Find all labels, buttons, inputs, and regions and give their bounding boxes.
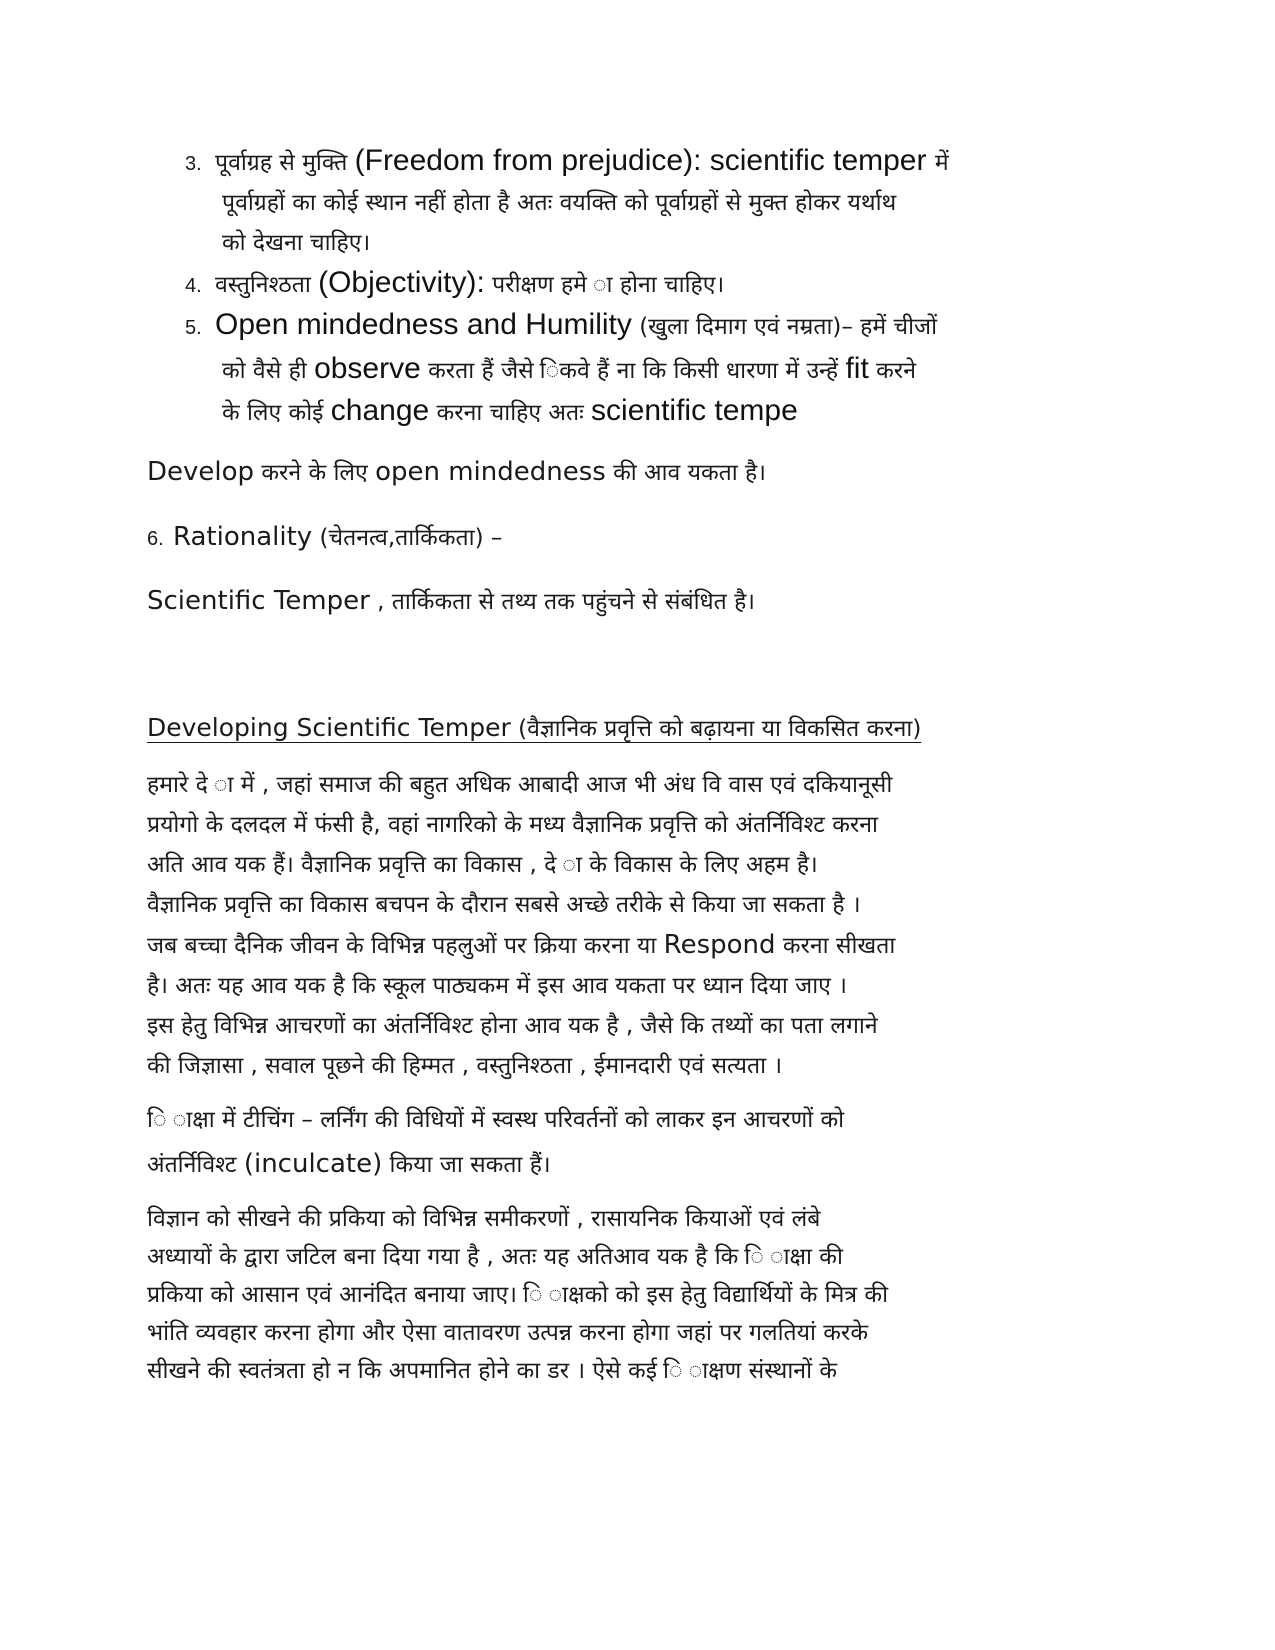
item4-hindi-text: परीक्षण हमे ा होना चाहिए। [484,272,725,298]
paragraph-3 [147,1200,1092,1390]
paragraph-line: इस हेतु विभिन्न आचरणों का अंतर्निविश्ट होना आव यक है , जैसे कि तथ्यों का पता लगाने [147,1013,878,1039]
rationality-hindi: (चेतनत्व,तार्किकता) – [312,525,503,551]
scientific-temper-line [147,584,755,616]
paragraph-line: प्रयोगो के दलदल में फंसी है, वहां नागरिको के मध्य वैज्ञानिक प्रवृत्ति को अंतर्निविश्ट करना [147,812,878,838]
item5-line3-term-scientific: scientific tempe [591,394,798,427]
paragraph-line: अति आव यक हैं। वैज्ञानिक प्रवृत्ति का विकास , दे ा के विकास के लिए अहम है। [147,852,818,878]
list-item-5 [185,304,1085,350]
item5-line2-term-observe: observe [314,352,421,385]
scientific-temper-text: , तार्किकता से तथ्य तक पहुंचने से संबंधित है। [369,589,756,615]
list-number: 3. [185,153,202,175]
paragraph-line [147,1142,1092,1187]
list-item-3 [185,140,1085,186]
paragraph-line: भांति व्यवहार करना होगा और ऐसा वातावरण उत्पन्न करना होगा जहां पर गलतियां करके [147,1320,868,1346]
item3-hindi-text: में [934,150,949,176]
develop-text-a: करने के लिए [254,460,376,486]
paragraph-line: हमारे दे ा में , जहां समाज की बहुत अधिक आबादी आज भी अंध वि वास एवं दकियानूसी [147,772,893,798]
list-number: 5. [185,317,202,339]
item5-line2-text-a: को वैसे ही [222,358,315,384]
item5-line2-text-b: करता हैं जैसे िकवे हैं ना कि किसी धारणा में उन्हें [420,358,846,384]
item3-line-3: को देखना चाहिए। [222,230,371,256]
list-number: 6. [147,528,164,550]
paragraph-1 [147,765,1092,1086]
item3-english-heading: (Freedom from prejudice): [354,144,702,177]
item5-line3-text-b: करना चाहिए अतः [429,400,592,426]
list-number: 4. [185,275,202,297]
paragraph-text: जब बच्चा दैनिक जीवन के विभिन्न पहलुओं पर क्रिया करना या [147,933,664,959]
item4-hindi-heading: वस्तुनिश्ठता [215,272,319,298]
develop-line [147,455,766,487]
paragraph-line: वैज्ञानिक प्रवृत्ति का विकास बचपन के दौरान सबसे अच्छे तरीके से किया जा सकता है । [147,892,861,918]
paragraph-text: अंतर्निविश्ट [147,1152,244,1178]
inculcate-term: (inculcate) [243,1149,383,1179]
paragraph-line: है। अतः यह आव यक है कि स्कूल पाठ्यकम में इस आव यकता पर ध्यान दिया जाए । [147,973,847,999]
develop-term: Develop [147,457,255,487]
list-item-6 [147,520,502,552]
paragraph-2 [147,1098,1092,1187]
item3-line-2: पूर्वाग्रहों का कोई स्थान नहीं होता है अतः वयक्ति को पूर्वाग्रहों से मुक्त होकर यर्थाथ [222,190,897,216]
item3-hindi-heading: पूर्वाग्रह से मुक्ति [215,150,355,176]
item5-english-heading: Open mindedness and Humility [215,308,632,341]
section-heading-hindi: (वैज्ञानिक प्रवृत्ति को बढ़ायना या विकसित करना) [510,716,922,742]
paragraph-text: करना सीखता [775,933,896,959]
paragraph-line: विज्ञान को सीखने की प्रकिया को विभिन्न समीकरणों , रासायनिक कियाओं एवं लंबे [147,1206,821,1232]
item5-line-3 [222,390,1102,436]
open-mindedness-term: open mindedness [375,457,606,487]
item5-line3-term-change: change [330,394,430,427]
item5-line2-term-fit: fit [845,352,869,385]
item5-line-2 [222,348,1102,394]
paragraph-line: की जिज्ञासा , सवाल पूछने की हिम्मत , वस्तुनिश्ठता , ईमानदारी एवं सत्यता । [147,1053,783,1079]
paragraph-text: किया जा सकता हैं। [382,1152,551,1178]
section-heading-english: Developing Scientific Temper [147,713,511,742]
paragraph-line [147,925,1092,966]
item5-line2-text-c: करने [868,358,916,384]
item5-hindi-text: (खुला दिमाग एवं नम्रता)– हमें चीजों [631,314,938,340]
develop-text-b: की आव यकता है। [605,460,766,486]
section-heading [147,711,921,743]
list-item-4 [185,262,1085,308]
item3-english-term: scientific temper [701,144,935,177]
item5-line3-text-a: के लिए कोई [222,400,331,426]
scientific-temper-term: Scientific Temper [147,586,370,616]
paragraph-line: ि ाक्षा में टीचिंग – लर्निंग की विधियों में स्वस्थ परिवर्तनों को लाकर इन आचरणों को [147,1107,845,1133]
paragraph-line: अध्यायों के द्वारा जटिल बना दिया गया है , अतः यह अतिआव यक है कि ि ाक्षा की [147,1244,843,1270]
item4-english-heading: (Objectivity): [318,266,485,299]
respond-term: Respond [663,930,776,960]
rationality-term: Rationality [173,522,313,552]
paragraph-line: प्रकिया को आसान एवं आनंदित बनाया जाए। ि ाक्षको को इस हेतु विद्यार्थियों के मित्र की [147,1282,889,1308]
paragraph-line: सीखने की स्वतंत्रता हो न कि अपमानित होने का डर । ऐसे कई ि ाक्षण संस्थानों के [147,1358,838,1384]
